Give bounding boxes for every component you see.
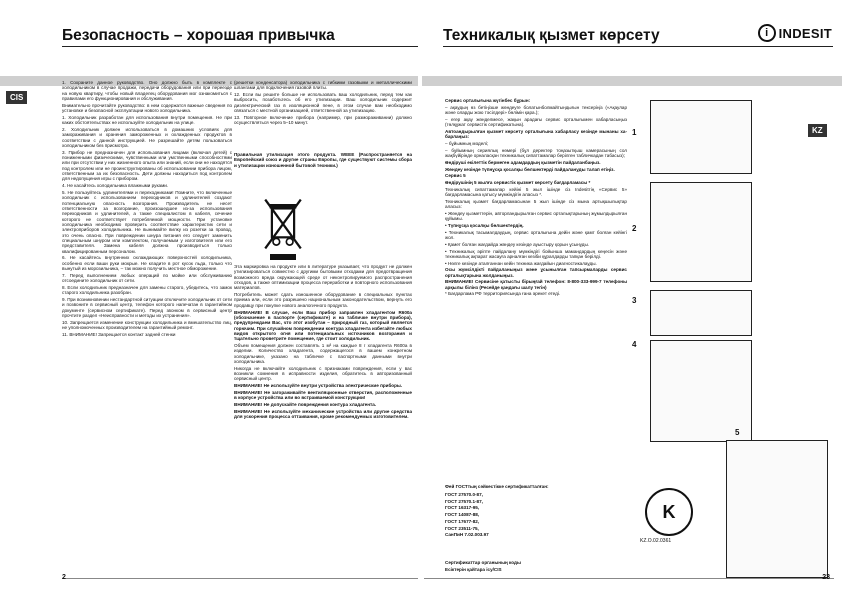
paragraph: – егер ақау жөнделмесе, жақын арадағы сервис орталығымен хабарласыңыз (төлқұжат сервистік сертификатына).	[445, 116, 627, 128]
paragraph: Сервис орталығына жүгінбес бұрын:	[445, 98, 531, 103]
paragraph: ГОСТ 27570.1-87,	[445, 498, 483, 504]
crossed-bin-icon	[263, 196, 303, 252]
left-bottom-rule	[62, 578, 418, 579]
paragraph: Объем помещения должен составлять 1 м³ на каждые 8 г хладагента R600a в изделии. Количество хладагента, содержащегося в вашем конкретном холодильнике, указано на табличке с паспортными данными внутри холодильника.	[234, 342, 412, 365]
paragraph: – ақаудың өз бетіңізше жөндеуге болатынболмайтындығын тексеріңіз («Ақаулар және оларды жою тәсілдері» бөлімін қара.);	[445, 104, 627, 116]
figure-label-1: 1	[632, 128, 637, 137]
paragraph: ВНИМАНИЕ! В случае, если Ваш прибор заправлен хладагентом R600a (обозначение в паспорте (сертификате) и на табличке внутри прибора), предупреждаем Вас, что этот изобутан – природный газ, который является горючим. При случайном повреждении контура хладагента избегайте любых видов открытого огня или потенциальных источников возгорания и тщательно проветрите помещение, где стоит холодильник.	[234, 309, 412, 342]
right-grey-bar	[422, 76, 842, 86]
paragraph: Есіктерін қайтара ісу/CIS	[445, 566, 502, 572]
figure-1	[650, 100, 752, 174]
paragraph: ВНИМАНИЕ! Сервисіне қатысты бірыңғай телефон: 8-800-333-999-7 телефоны арқылы білінз (Ресейде қандағы шалу тегін)	[445, 279, 627, 290]
lang-tag-cis: CIS	[6, 91, 27, 104]
paragraph: СанПиН 7.02.003.97	[445, 532, 489, 538]
figure-2	[650, 182, 752, 282]
brand-logo	[758, 24, 832, 42]
paragraph: Өндіруші екілеттік бермеген адамдардың қызметін пайдаланбаңыз.	[445, 159, 601, 165]
paragraph: 7. Перед выполнением любых операций по мойке или обслуживанию отсоедините холодильник от сети.	[62, 272, 232, 284]
gost-code: KZ.O.02.0361	[640, 538, 672, 544]
paragraph: 1. Сохраните данное руководство. Оно должно быть в комплекте с холодильником в случае продажи, передачи оборудования или при переезде на новую квартиру, чтобы новый владелец оборудования мог ознакомиться с правилами его функционирования и обслуживания.	[62, 80, 232, 102]
paragraph: ГОСТ 14087-88,	[445, 512, 480, 518]
paragraph: ГОСТ 27570.0-87,	[445, 492, 483, 497]
paragraph: ВНИМАНИЕ! Не загораживайте вентиляционные отверстия, расположенные в корпусе устройства или во встраиваемой конструкции!	[234, 389, 412, 401]
paragraph: 3. Прибор не предназначен для использования лицами (включая детей) с пониженными физическими, чувственными или умственными способностями или при отсутствии у них жизненного опыта или знаний, если они не находятся под контролем или не проинструктированы об использовании прибора лицом, ответственным за их безопасность. Дети должны находиться под контролем для недопущения игры с прибором.	[62, 149, 232, 182]
paragraph: Техникалық қызмет бағдарламасынан 5 жыл ішінде сіз мына артықшылықтар аласыз:	[445, 198, 627, 210]
left-column-2-bottom	[234, 264, 412, 576]
paragraph: Сертификаттар органының коды	[445, 560, 521, 565]
paragraph: 9. При возникновении нестандартной ситуации отключите холодильник от сети и позвоните в сервисный центр, телефон которого напечатан в гарантийном документе (сервисном сертификате). Перед звонком в сервисный центр прочтите раздел «Неисправности и методы их устранения».	[62, 296, 232, 318]
figure-label-5: 5	[735, 428, 740, 437]
paragraph: 11. ВНИМАНИЕ! Запрещается контакт задней стенки	[62, 331, 176, 337]
paragraph: 5. Не пользуйтесь удлинителями и переходниками! Помните, что включенные холодильник с использованием переходников и удлинителей создают потенциальную опасность возгорания. Производитель не несет ответственности за возгорание, произошедшее из-за использования переходников и удлинителей, а также специалистом в кабеля, сечение которого не соответствует потребляемой мощности. При установке холодильника необходимо проверить соответствие характеристик сети и электроприборов холодильника. Не вынимайте вилку из розетки за провод, это очень опасно. При повреждении шнура питания его следует заменить специальным шнуром или комплектом, получаемым у изготовителя или его представителя. Замена кабеля должна производиться только квалифицированным персоналом.	[62, 189, 232, 254]
paragraph: 1. Холодильник разработан для использования внутри помещения. Не при каких обстоятельствах не используйте холодильник на улице.	[62, 114, 232, 126]
figure-label-2: 2	[632, 224, 637, 233]
paragraph: Эта маркировка на продукте или в литературе указывает, что продукт не должен утилизироваться совместно с другими бытовыми отходами для предотвращения возможного вреда окружающей среде от неконтролируемого распространения отходов, а также оптимизации процесса переработки и повторного использования материалов.	[234, 264, 412, 291]
paragraph: Внимательно прочитайте руководство: в нем содержатся важные сведения по установке и безопасной эксплуатации нового холодильника.	[62, 102, 232, 114]
paragraph: • Түпнұсқа қосалқы бөлшектердің.	[445, 222, 524, 228]
left-column-1	[62, 80, 232, 576]
paragraph: 12. Если вы решите больше не использовать ваш холодильник, перед тем как выбросить, позаботьтесь об его утилизации. Ваш холодильник содержит диэлектрический газ в изоляционной пене, в этом случае вам необходимо связаться с местной организацией, ответственной за утилизацию.	[234, 92, 412, 114]
paragraph: Өндірушінің 5 жылға сервистік қызмет көрсету бағдарламасы *	[445, 179, 591, 185]
figure-3	[650, 290, 752, 336]
paragraph: ГОСТ 23511-75,	[445, 525, 479, 531]
paragraph: Сервис 5	[445, 173, 466, 179]
paragraph: • Жөндеу қызметтерін, авторландырылған сервис орталықтарының жұмылдырылған құйымы.	[445, 210, 627, 222]
paragraph: * Бағдарлама РФ территориясында ғана әрекет етеді.	[445, 291, 561, 297]
paragraph: • Қамет болған жағдайда жөндеу кезінде ауыстыру қорын ұсынуды.	[445, 241, 590, 247]
right-text-column	[445, 98, 627, 478]
left-column-2-top	[234, 80, 412, 150]
paragraph: ГОСТ 17677-82,	[445, 518, 480, 524]
paragraph: Техникалық сипаттамалар кейіні 5 жыл ішінде сіз Indesitтің «Сервис 5» бағдарламасына қатысу мүмкіндігін аласыз *.	[445, 186, 627, 198]
figure-4	[650, 340, 752, 442]
figure-label-4: 4	[632, 340, 637, 349]
paragraph: 13. Повторное включение прибора (например, при размораживании) должно осуществляться через 5–10 минут.	[234, 114, 412, 126]
cert-list	[445, 492, 575, 550]
paragraph: 8. Если холодильник предназначен для замены старого, убедитесь, что замок старого холодильника разобран.	[62, 284, 232, 296]
paragraph: 4. Не касайтесь холодильника влажными руками.	[62, 183, 169, 189]
paragraph: ВНИМАНИЕ! Не допускайте повреждения контура хладагента.	[234, 401, 377, 407]
left-page-title: Безопасность – хорошая привычка	[62, 27, 335, 44]
paragraph: 6. Не касайтесь внутренних охлаждающих поверхностей холодильника, особенно если ваши руки мокрые. Не кладите в рот кусок льда, только что вынутый из морозильника, – так можно получить местное обморожение.	[62, 255, 232, 272]
paragraph: Автоандырылған қызмет көрсету орталығына хабарласу кезінде мынаны ха-барлаңыз:	[445, 128, 627, 140]
lang-tag-kz: KZ	[808, 124, 827, 137]
right-page-title: Техникалық қызмет көрсету	[443, 27, 660, 44]
right-page-number: 23	[822, 574, 830, 581]
paragraph: • Нөлге кезінде аталғаннан кейін техника жағдайын диагностикалауды.	[445, 260, 597, 266]
right-bottom-rule	[424, 578, 834, 579]
figure-label-3: 3	[632, 296, 637, 305]
paragraph: – бұйымның моделі;	[445, 140, 489, 146]
indesit-circle-icon: i	[758, 24, 776, 42]
brand-word: INDESIT	[778, 25, 832, 41]
gost-mark-icon: K	[645, 488, 693, 536]
paragraph: (решетки конденсатора) холодильника с гибкими газовыми и металлическими шлангами для подключения газовой плиты.	[234, 80, 412, 91]
paragraph: ВНИМАНИЕ! Не используйте внутри устройства электрические приборы.	[234, 383, 403, 389]
paragraph: Никогда не включайте холодильник с признаками повреждения, если у вас возникли сомнения в исправности изделия, обратитесь в авторизованный сервисный центр.	[234, 365, 412, 382]
paragraph: • Техникалық тасымалдаудың, сервис орталығына дейін және қамт болған кейінгі жол.	[445, 229, 627, 241]
paragraph: ГОСТ 16317-95,	[445, 505, 480, 511]
paragraph: ВНИМАНИЕ! Не используйте механические устройства или другие средства для ускорения процесса оттаивания, кроме рекомендуемых изготовителем.	[234, 408, 412, 420]
left-page-number: 2	[62, 574, 66, 581]
left-title-rule	[62, 46, 418, 47]
cert-title: Фей ГОСТтың сәйкестікке сертификатталған:	[445, 484, 549, 489]
paragraph: Жөндеу кезінде түпнұсқа қосалқы бөлшектерді пайдалануды талап етіңіз.	[445, 166, 615, 172]
weee-heading: Правильная утилизация этого продукта. WEEE (Распространяется на Европейский союз и другие страны Европы, где существуют системы сбора и утилизации изношенной бытовой техники.)	[234, 152, 412, 168]
cert-footer	[445, 560, 585, 574]
right-title-rule	[443, 46, 833, 47]
paragraph: 10. Запрещается изменение конструкции холодильника и вмешательство лиц, не уполномоченных производителем на гарантийный ремонт.	[62, 319, 232, 331]
figure-5	[726, 440, 828, 578]
paragraph: • Техникалық әріпте пайдалану мүмкіндігі бойынша мамандардың кеңесін және техникалық ақпарат жасауға арналған кезіби құралдарды тапқан берілді.	[445, 248, 627, 259]
paragraph: 2. Холодильник должен использоваться в домашних условиях для замораживания и хранения замороженных и охлажденных продуктов в соответствии с данной инструкцией. Не разрешайте детям пользоваться холодильником без присмотра.	[62, 126, 232, 148]
paragraph: – бұйымның сериялық нөмері (бұл деректер тоңазытқыш камерасының сол жақбүйірінде орналасқан техникалық сипаттамалар берілген табличкадан табасыз);	[445, 147, 627, 159]
bin-underbar	[270, 254, 296, 260]
paragraph: Потребитель может сдать изношенное оборудование в специальных пунктах приема или, если это разрешено национальным законодательством, вернуть его продавцу при покупке нового аналогичного продукта.	[234, 292, 412, 308]
paragraph: Осы жүмсілдікті пайдаланыңыз және ұсынылған тапсырмаларды сервис орталықтарына жолданыңыз.	[445, 267, 627, 278]
